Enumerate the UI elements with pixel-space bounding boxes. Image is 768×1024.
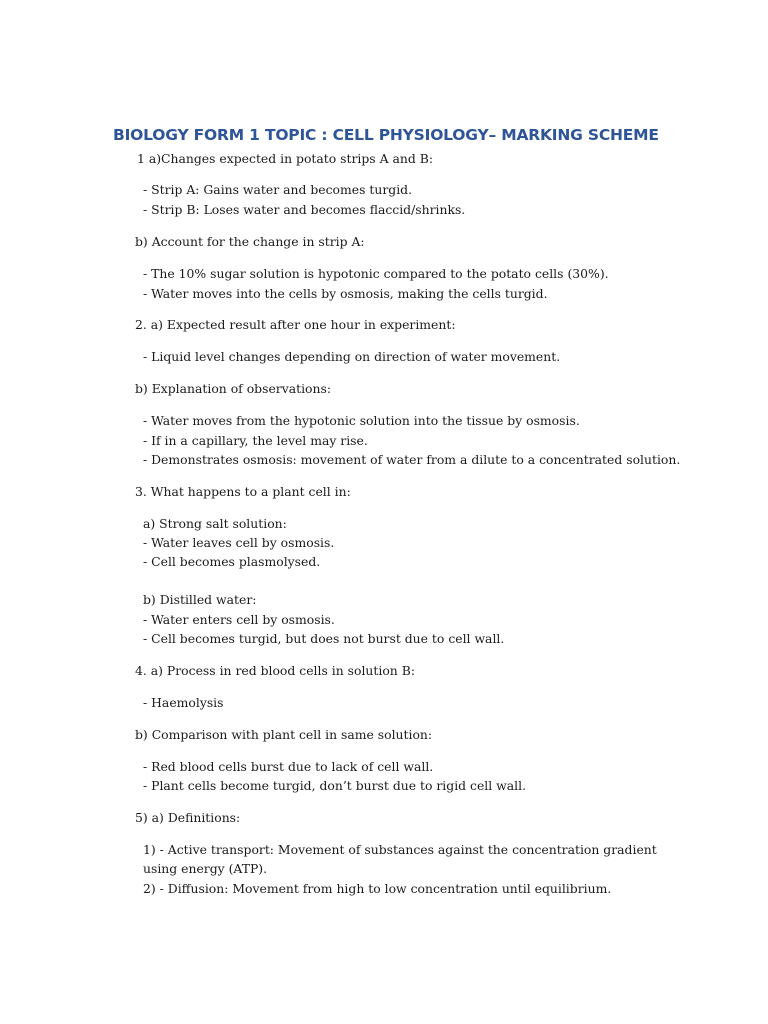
text-line: - Strip B: Loses water and becomes flaccid/shrinks. bbox=[143, 202, 466, 217]
text-line: 3. What happens to a plant cell in: bbox=[135, 484, 351, 499]
text-line: - Red blood cells burst due to lack of cell wall. bbox=[143, 759, 434, 774]
text-line: b) Account for the change in strip A: bbox=[135, 234, 365, 249]
text-line: - Liquid level changes depending on direction of water movement. bbox=[143, 349, 561, 364]
text-line: 2) - Diffusion: Movement from high to low concentration until equilibrium. bbox=[143, 881, 612, 896]
text-line: - Water enters cell by osmosis. bbox=[143, 612, 335, 627]
text-line: - Water moves into the cells by osmosis, making the cells turgid. bbox=[143, 286, 548, 301]
text-line: - Haemolysis bbox=[143, 695, 224, 710]
document-title: BIOLOGY FORM 1 TOPIC : CELL PHYSIOLOGY– MARKING SCHEME bbox=[113, 126, 659, 144]
text-line: - Plant cells become turgid, don’t burst due to rigid cell wall. bbox=[143, 778, 527, 793]
text-line: 1 a)Changes expected in potato strips A and B: bbox=[137, 151, 434, 166]
text-line: - Cell becomes plasmolysed. bbox=[143, 554, 321, 569]
text-line: - Water moves from the hypotonic solution into the tissue by osmosis. bbox=[143, 413, 580, 428]
text-line: 1) - Active transport: Movement of substances against the concentration gradient bbox=[143, 842, 657, 857]
text-line: - Cell becomes turgid, but does not burst due to cell wall. bbox=[143, 631, 505, 646]
text-line: 5) a) Definitions: bbox=[135, 810, 241, 825]
text-line: a) Strong salt solution: bbox=[143, 516, 287, 531]
text-line: b) Distilled water: bbox=[143, 592, 257, 607]
text-line: using energy (ATP). bbox=[143, 861, 268, 876]
text-line: - If in a capillary, the level may rise. bbox=[143, 433, 368, 448]
text-line: b) Comparison with plant cell in same solution: bbox=[135, 727, 433, 742]
text-line: 4. a) Process in red blood cells in solution B: bbox=[135, 663, 415, 678]
text-line: 2. a) Expected result after one hour in experiment: bbox=[135, 317, 456, 332]
text-line: - Water leaves cell by osmosis. bbox=[143, 535, 335, 550]
text-line: b) Explanation of observations: bbox=[135, 381, 331, 396]
text-line: - Strip A: Gains water and becomes turgid. bbox=[143, 182, 413, 197]
text-line: - Demonstrates osmosis: movement of water from a dilute to a concentrated solution. bbox=[143, 452, 681, 467]
text-line: - The 10% sugar solution is hypotonic compared to the potato cells (30%). bbox=[143, 266, 609, 281]
